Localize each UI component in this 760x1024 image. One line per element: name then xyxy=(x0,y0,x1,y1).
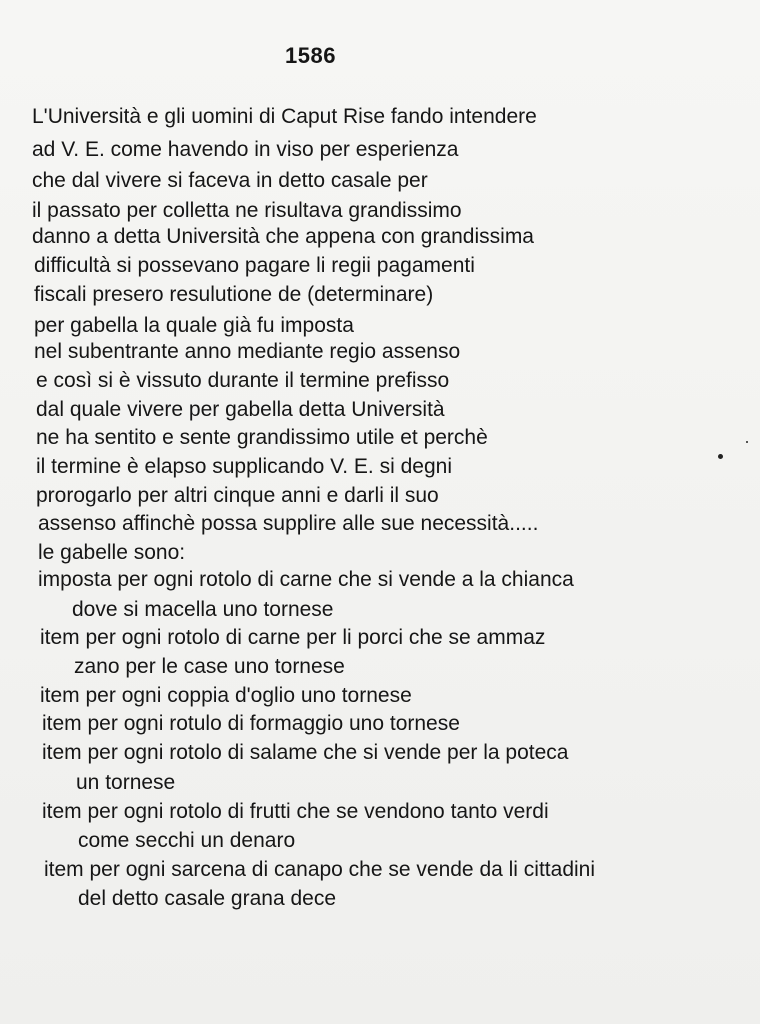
text-line: item per ogni rotolo di carne per li porci che se ammaz xyxy=(40,626,546,649)
text-line-indented: zano per le case uno tornese xyxy=(74,655,345,678)
text-line-indented: un tornese xyxy=(76,771,176,794)
text-line: item per ogni rotulo di formaggio uno tornese xyxy=(42,712,460,735)
text-line: L'Università e gli uomini di Caput Rise fando intendere xyxy=(32,105,537,128)
text-line: ne ha sentito e sente grandissimo utile et perchè xyxy=(36,426,488,449)
ink-speck xyxy=(746,441,748,443)
text-line: imposta per ogni rotolo di carne che si vende a la chianca xyxy=(38,568,574,591)
text-line: ad V. E. come havendo in viso per esperienza xyxy=(32,138,459,161)
text-line: danno a detta Università che appena con grandissima xyxy=(32,225,534,248)
text-line-indented: dove si macella uno tornese xyxy=(72,598,334,621)
text-line-indented: del detto casale grana dece xyxy=(78,887,337,910)
text-line: il termine è elapso supplicando V. E. si degni xyxy=(36,455,452,478)
text-line: prorogarlo per altri cinque anni e darli il suo xyxy=(36,484,439,507)
text-line: fiscali presero resulutione de (determinare) xyxy=(34,283,434,306)
text-line: difficultà si possevano pagare li regii pagamenti xyxy=(34,254,475,277)
text-line: item per ogni rotolo di salame che si vende per la poteca xyxy=(42,741,569,764)
text-line: il passato per colletta ne risultava grandissimo xyxy=(32,199,462,222)
text-line-indented: come secchi un denaro xyxy=(78,829,296,852)
text-line: assenso affinchè possa supplire alle sue necessità..... xyxy=(38,512,539,535)
text-line: item per ogni sarcena di canapo che se vende da li cittadini xyxy=(44,858,596,881)
year-title: 1586 xyxy=(285,43,336,68)
text-line: e così si è vissuto durante il termine prefisso xyxy=(36,369,450,392)
text-line: item per ogni coppia d'oglio uno tornese xyxy=(40,684,412,707)
text-line: dal quale vivere per gabella detta Università xyxy=(36,398,445,421)
text-line: le gabelle sono: xyxy=(38,541,186,564)
text-line: per gabella la quale già fu imposta xyxy=(34,314,354,337)
text-line: che dal vivere si faceva in detto casale per xyxy=(32,169,428,192)
text-line: item per ogni rotolo di frutti che se vendono tanto verdi xyxy=(42,800,549,823)
text-line: nel subentrante anno mediante regio assenso xyxy=(34,340,461,363)
ink-speck xyxy=(718,454,723,459)
